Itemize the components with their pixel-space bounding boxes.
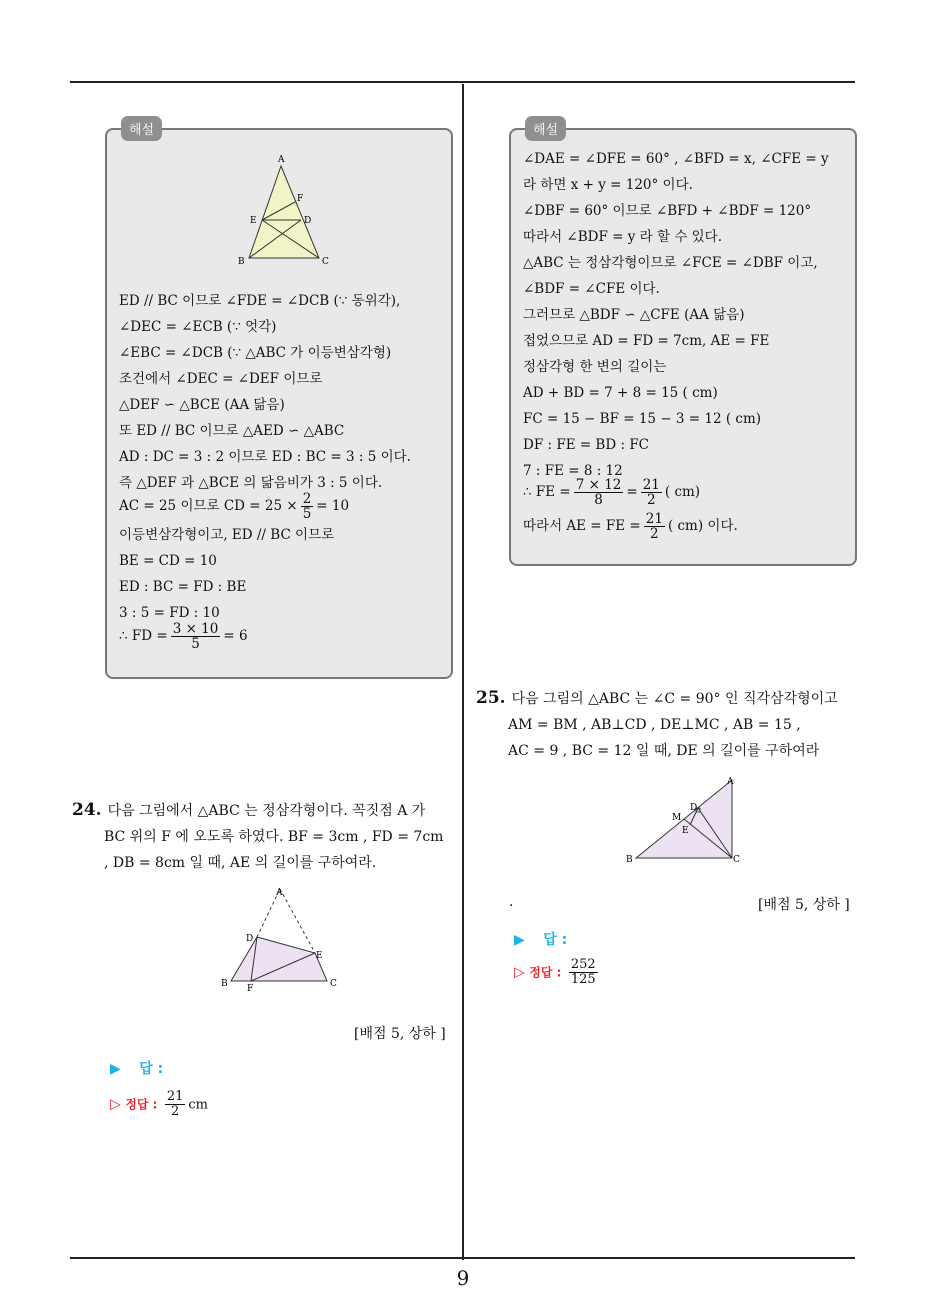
label-C: C bbox=[330, 979, 337, 989]
label-C: C bbox=[733, 855, 740, 865]
exp-line: ED // BC 이므로 ∠FDE = ∠DCB (∵ 동위각), bbox=[119, 293, 401, 309]
exp-line: ∠DAE = ∠DFE = 60° , ∠BFD = x, ∠CFE = y bbox=[523, 151, 829, 167]
label-E: E bbox=[316, 951, 323, 961]
answer-label: 답 : bbox=[139, 1061, 164, 1077]
question-line: , DB = 8cm 일 때, AE 의 길이를 구하여라. bbox=[104, 855, 377, 871]
label-A: A bbox=[278, 155, 285, 165]
answer-row[interactable] bbox=[514, 929, 567, 949]
label-A: A bbox=[727, 777, 734, 787]
correct-fraction: $\frac{252}{125}$ bbox=[570, 957, 596, 987]
fraction-prefix: 따라서 AE = FE = bbox=[523, 518, 641, 534]
exp-line: BE = CD = 10 bbox=[119, 553, 217, 569]
column-divider bbox=[462, 84, 464, 1260]
fraction-prefix: ∴ FD = bbox=[119, 628, 168, 644]
left-explanation-box bbox=[105, 123, 453, 679]
page-number: 9 bbox=[456, 1266, 470, 1290]
question-line: AM = BM , AB⊥CD , DE⊥MC , AB = 15 , bbox=[508, 717, 801, 733]
exp-line: AD : DC = 3 : 2 이므로 ED : BC = 3 : 5 이다. bbox=[119, 449, 411, 465]
exp-line: ED : BC = FD : BE bbox=[119, 579, 247, 595]
exp-line: 조건에서 ∠DEC = ∠DEF 이므로 bbox=[119, 371, 323, 387]
correct-answer-row bbox=[514, 958, 601, 987]
exp-line: 이등변삼각형이고, ED // BC 이므로 bbox=[119, 527, 335, 543]
explanation-tag: 해설 bbox=[525, 116, 566, 141]
exp-line: △ABC 는 정삼각형이므로 ∠FCE = ∠DBF 이고, bbox=[523, 255, 818, 271]
question-text: 다음 그림에서 △ABC 는 정삼각형이다. 꼭짓점 A 가 bbox=[107, 803, 426, 819]
label-B: B bbox=[221, 979, 228, 989]
label-B: B bbox=[238, 257, 245, 267]
label-D: D bbox=[690, 803, 698, 813]
exp-line: ∠EBC = ∠DCB (∵ △ABC 가 이등변삼각형) bbox=[119, 345, 392, 361]
explanation-tag: 해설 bbox=[121, 116, 162, 141]
fraction: $\frac{2}{5}$ bbox=[302, 491, 312, 522]
question-number: 24. bbox=[72, 800, 102, 820]
answer-row[interactable] bbox=[110, 1058, 163, 1078]
fraction-prefix: ∴ FE = bbox=[523, 484, 571, 500]
fraction: $\frac{21}{2}$ bbox=[645, 511, 663, 542]
exp-line: △DEF ∽ △BCE (AA 닮음) bbox=[119, 397, 285, 413]
fraction-suffix: ( cm) bbox=[664, 484, 701, 500]
exp-line: ∠DBF = 60° 이므로 ∠BFD + ∠BDF = 120° bbox=[523, 203, 812, 219]
label-M: M bbox=[672, 813, 682, 823]
bottom-rule bbox=[70, 1257, 855, 1259]
fraction: $\frac{21}{2}$ bbox=[642, 477, 660, 508]
play-icon: ▶ bbox=[514, 932, 525, 948]
question-number: 25. bbox=[476, 688, 506, 708]
fraction-suffix: = 10 bbox=[316, 498, 350, 514]
fraction: $\frac{3 \times 10}{5}$ bbox=[172, 621, 219, 652]
exp-line: ∠DEC = ∠ECB (∵ 엇각) bbox=[119, 319, 277, 335]
fraction-suffix: ( cm) 이다. bbox=[667, 518, 738, 534]
correct-label: 정답 : bbox=[125, 1097, 158, 1112]
exp-line: 접었으므로 AD = FD = 7cm, AE = FE bbox=[523, 333, 770, 349]
label-F: F bbox=[247, 984, 254, 994]
question-line bbox=[72, 797, 462, 824]
label-E: E bbox=[250, 216, 257, 226]
exp-line: 또 ED // BC 이므로 △AED ∽ △ABC bbox=[119, 423, 345, 439]
label-E: E bbox=[682, 826, 689, 836]
exp-fraction-line bbox=[523, 478, 700, 507]
correct-answer-row bbox=[110, 1090, 208, 1119]
play-icon: ▶ bbox=[110, 1061, 121, 1077]
exp-line: AD + BD = 7 + 8 = 15 ( cm) bbox=[523, 385, 718, 401]
exp-line: 7 : FE = 8 : 12 bbox=[523, 463, 623, 479]
play-outline-icon: ▷ bbox=[514, 964, 525, 981]
label-D: D bbox=[304, 216, 312, 226]
equals: = bbox=[626, 484, 638, 500]
score-label: [배점 5, 상하 ] bbox=[758, 897, 850, 913]
correct-unit: cm bbox=[188, 1097, 209, 1113]
exp-fraction-line bbox=[119, 622, 248, 651]
label-D: D bbox=[246, 934, 254, 944]
q25-figure bbox=[620, 770, 780, 870]
exp-line: DF : FE = BD : FC bbox=[523, 437, 650, 453]
question-25 bbox=[476, 685, 866, 764]
exp-fraction-line bbox=[119, 492, 349, 521]
exp-line: ∠BDF = ∠CFE 이다. bbox=[523, 281, 660, 297]
triangle-figure-left bbox=[232, 152, 342, 272]
correct-fraction: $\frac{21}{2}$ bbox=[166, 1089, 184, 1119]
score-label: [배점 5, 상하 ] bbox=[354, 1026, 446, 1042]
question-text: 다음 그림의 △ABC 는 ∠C = 90° 인 직각삼각형이고 bbox=[511, 691, 838, 707]
question-line bbox=[476, 685, 866, 712]
q24-figure bbox=[215, 885, 355, 995]
answer-label: 답 : bbox=[543, 932, 568, 948]
exp-line: 라 하면 x + y = 120° 이다. bbox=[523, 177, 693, 193]
fraction-suffix: = 6 bbox=[223, 628, 248, 644]
exp-fraction-line bbox=[523, 512, 738, 541]
exp-line: 3 : 5 = FD : 10 bbox=[119, 605, 220, 621]
question-line: AC = 9 , BC = 12 일 때, DE 의 길이를 구하여라 bbox=[508, 743, 820, 759]
fraction-prefix: AC = 25 이므로 CD = 25 × bbox=[119, 498, 298, 514]
play-outline-icon: ▷ bbox=[110, 1096, 121, 1113]
dot: . bbox=[509, 894, 514, 910]
exp-line: 즉 △DEF 과 △BCE 의 닮음비가 3 : 5 이다. bbox=[119, 475, 383, 491]
label-C: C bbox=[322, 257, 329, 267]
label-B: B bbox=[626, 855, 633, 865]
exp-line: 그러므로 △BDF ∽ △CFE (AA 닮음) bbox=[523, 307, 745, 323]
question-24 bbox=[72, 797, 462, 876]
right-explanation-box bbox=[509, 123, 857, 566]
label-A: A bbox=[276, 888, 283, 898]
label-F: F bbox=[297, 194, 304, 204]
fraction: $\frac{7 \times 12}{8}$ bbox=[575, 477, 622, 508]
correct-label: 정답 : bbox=[529, 965, 562, 980]
exp-line: FC = 15 − BF = 15 − 3 = 12 ( cm) bbox=[523, 411, 762, 427]
exp-line: 따라서 ∠BDF = y 라 할 수 있다. bbox=[523, 229, 723, 245]
exp-line: 정삼각형 한 변의 길이는 bbox=[523, 359, 667, 375]
top-rule bbox=[70, 81, 855, 83]
question-line: BC 위의 F 에 오도록 하였다. BF = 3cm , FD = 7cm bbox=[104, 829, 444, 845]
